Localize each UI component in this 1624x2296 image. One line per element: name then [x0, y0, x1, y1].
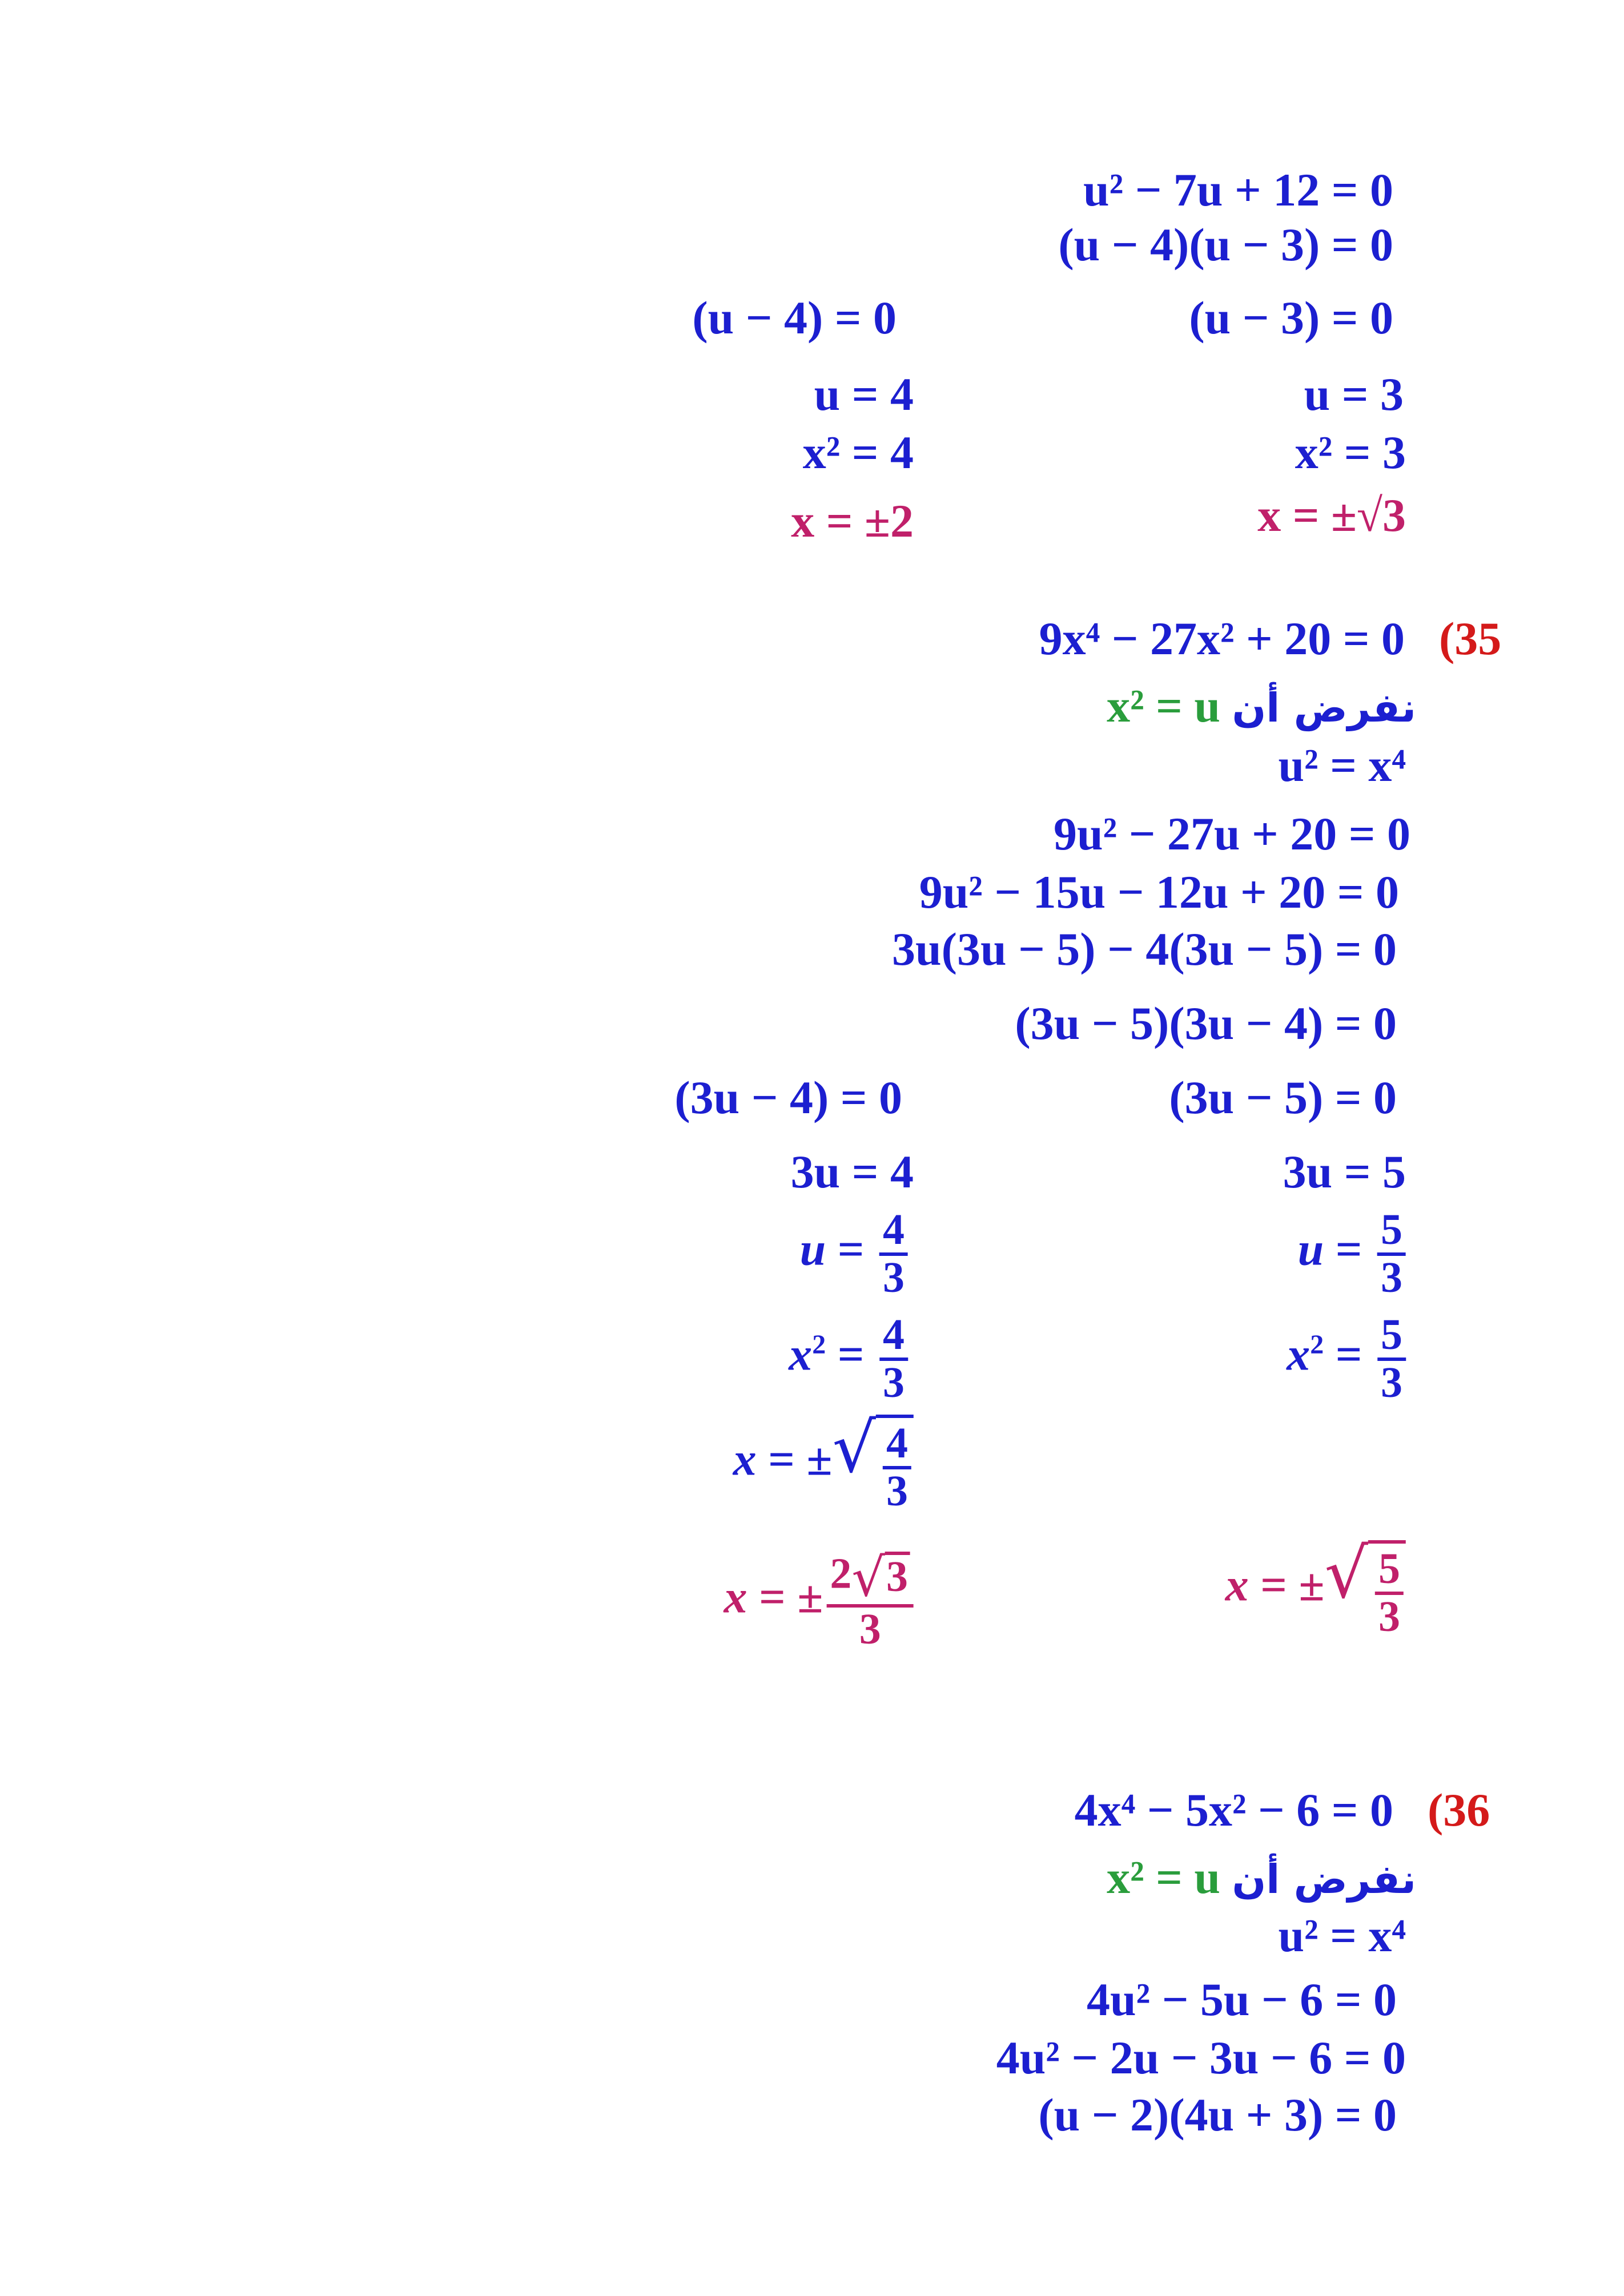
eq-line: x² = 4 [802, 426, 914, 478]
eq-line: $x^2$ = $\frac{5}{3}$ [1287, 1313, 1406, 1405]
eq-line: u² = x⁴ [1278, 739, 1406, 791]
assumption-label: نفرض أن [1232, 684, 1416, 731]
fraction: $\frac{4}{3}$ [879, 1313, 908, 1405]
answer-line: x = ± √ $\frac{5}{3}$ [1225, 1540, 1406, 1639]
eq-line: (3u − 4) = 0 [674, 1072, 902, 1123]
eq-line: u = 3 [1304, 368, 1404, 420]
answer-line: x = ± 2 √ 3 3 [724, 1552, 914, 1652]
fraction: $\frac{5}{3}$ [1377, 1208, 1406, 1300]
eq-line: 4u² − 2u − 3u − 6 = 0 [996, 2032, 1406, 2084]
eq-line: (3u − 5)(3u − 4) = 0 [1015, 997, 1397, 1049]
problem-equation: 4x⁴ − 5x² − 6 = 0 [1074, 1784, 1393, 1836]
problem-equation: 9x⁴ − 27x² + 20 = 0 [1039, 613, 1405, 664]
eq-line: x² = 3 [1295, 426, 1406, 478]
eq-line: (u − 3) = 0 [1189, 292, 1393, 344]
eq-line: u² − 7u + 12 = 0 [1083, 164, 1393, 216]
fraction: $\frac{5}{3}$ [1377, 1313, 1406, 1405]
assumption-line [1107, 680, 1416, 732]
eq-line: 9u² − 15u − 12u + 20 = 0 [919, 866, 1399, 918]
assumption-line [1107, 1851, 1416, 1903]
eq-line: 3u = 4 [790, 1146, 914, 1198]
eq-line: u² = x⁴ [1278, 1910, 1406, 1961]
eq-line: 4u² − 5u − 6 = 0 [1087, 1973, 1397, 2025]
problem-number: (35 [1439, 613, 1502, 664]
eq-line: 3u(3u − 5) − 4(3u − 5) = 0 [892, 923, 1397, 975]
answer-line: x = ±√3 [1257, 489, 1406, 541]
answer-line: x = ±2 [791, 495, 914, 547]
eq-line: (u − 4)(u − 3) = 0 [1058, 219, 1393, 271]
assumption-equation: x² = u [1107, 1851, 1220, 1903]
eq-line: u = $\frac{4}{3}$ [800, 1208, 908, 1300]
eq-line: x = ± √ $\frac{4}{3}$ [733, 1415, 914, 1513]
problem-number: (36 [1428, 1784, 1490, 1836]
assumption-label: نفرض أن [1232, 1856, 1416, 1903]
eq-line: 9u² − 27u + 20 = 0 [1054, 808, 1410, 860]
eq-line: u = 4 [814, 368, 914, 420]
eq-line: (u − 2)(4u + 3) = 0 [1038, 2089, 1397, 2141]
square-root: √ $\frac{5}{3}$ [1325, 1540, 1406, 1639]
fraction: $\frac{4}{3}$ [879, 1208, 908, 1300]
eq-line: u = $\frac{5}{3}$ [1298, 1208, 1406, 1300]
eq-line: (u − 4) = 0 [692, 292, 897, 344]
eq-line: $x^2$ = $\frac{4}{3}$ [789, 1313, 908, 1405]
fraction: 2 √ 3 3 [826, 1552, 914, 1652]
eq-line: 3u = 5 [1283, 1146, 1406, 1198]
square-root: √ $\frac{4}{3}$ [833, 1415, 914, 1513]
assumption-equation: x² = u [1107, 680, 1220, 732]
eq-line: (3u − 5) = 0 [1169, 1072, 1397, 1123]
